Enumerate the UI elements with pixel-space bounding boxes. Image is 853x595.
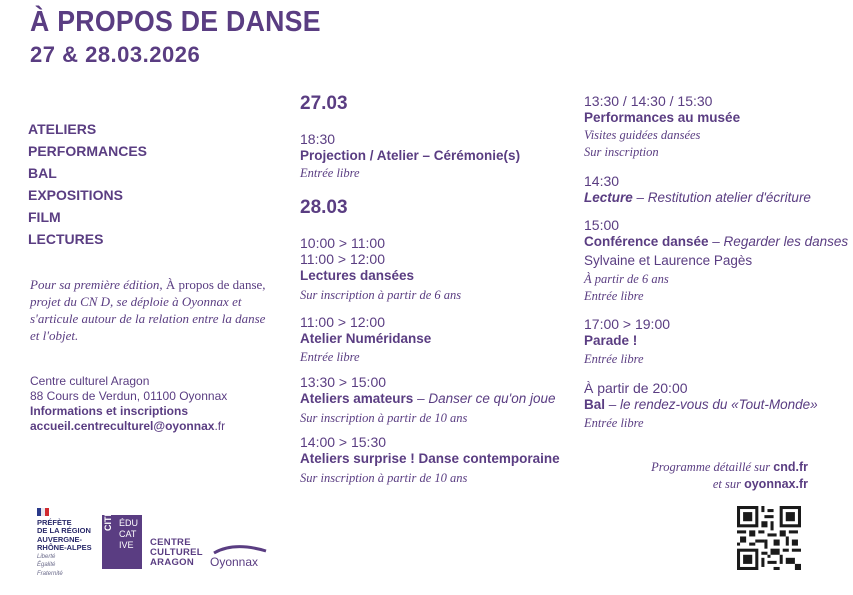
event-title: Performances au musée [584, 110, 741, 125]
link-cnd[interactable]: cnd.fr [773, 460, 808, 474]
event-time: 11:00 > 12:00 [300, 251, 385, 267]
event-bal [584, 380, 818, 432]
event-title: Projection / Atelier – Cérémonie(s) [300, 148, 521, 163]
event-title: Lecture – Restitution atelier d'écriture [584, 190, 811, 205]
event-note: Sur inscription à partir de 10 ans [300, 411, 468, 425]
category-item: PERFORMANCES [28, 143, 148, 159]
event-time: 11:00 > 12:00 [300, 314, 385, 330]
event-conference [584, 217, 848, 305]
event-note: Visites guidées dansées [584, 128, 701, 142]
event-time: 18:30 [300, 131, 336, 147]
day-heading-27: 27.03 [300, 93, 348, 114]
event-dates: 27 & 28.03.2026 [30, 42, 201, 67]
event-note: Entrée libre [584, 289, 644, 303]
desc-part-1: Pour sa première édition, [30, 277, 163, 292]
category-item: FILM [28, 209, 61, 225]
event-speakers: Sylvaine et Laurence Pagès [584, 253, 753, 268]
event-note: Entrée libre [300, 350, 360, 364]
event-note: Sur inscription [584, 145, 659, 159]
program-links: Programme détaillé sur cnd.fr et sur oyonnax.fr [651, 460, 808, 491]
event-title: Bal – le rendez-vous du «Tout-Monde» [584, 397, 818, 412]
event-title: Conférence dansée – Regarder les danses [584, 234, 849, 249]
day-heading-28: 28.03 [300, 197, 348, 218]
category-list [28, 121, 147, 253]
event-note: À partir de 6 ans [584, 272, 669, 286]
event-time: 13:30 / 14:30 / 15:30 [584, 93, 713, 109]
event-title: Ateliers amateurs – Danser ce qu'on joue [300, 391, 556, 406]
event-note: Entrée libre [584, 352, 644, 366]
event-title: Ateliers surprise ! Danse contemporaine [300, 451, 560, 466]
category-item: BAL [28, 165, 57, 181]
venue-street: 88 Cours de Verdun, 01100 Oyonnax [30, 389, 228, 403]
category-item: EXPOSITIONS [28, 187, 123, 203]
marianne-icon [37, 508, 49, 516]
event-note: Sur inscription à partir de 6 ans [300, 288, 462, 302]
event-performances-musee [584, 93, 740, 161]
event-description [30, 276, 266, 344]
venue-name: Centre culturel Aragon [30, 374, 150, 388]
event-lecture [584, 173, 811, 206]
event-note: Sur inscription à partir de 10 ans [300, 471, 468, 485]
contact-email[interactable]: accueil.centreculturel@oyonnax.fr [30, 419, 226, 433]
event-title: Parade ! [584, 333, 638, 348]
cite-educative-logo: CITÉ ÉDU CAT IVE [102, 515, 142, 569]
event-lectures [300, 235, 461, 304]
category-item: LECTURES [28, 231, 104, 247]
event-time: À partir de 20:00 [584, 380, 688, 396]
desc-part-2: À propos de danse, [162, 277, 266, 292]
oyonnax-logo: Oyonnax [210, 545, 268, 569]
page-title: À PROPOS DE DANSE [30, 6, 321, 38]
event-time: 14:30 [584, 173, 620, 189]
event-time: 14:00 > 15:30 [300, 434, 387, 450]
event-title: Lectures dansées [300, 268, 415, 283]
info-label: Informations et inscriptions [30, 404, 189, 418]
venue-address [30, 374, 227, 434]
event-note: Entrée libre [584, 416, 644, 430]
event-note: Entrée libre [300, 166, 360, 180]
centre-aragon-logo: CENTRE CULTUREL ARAGON [150, 537, 203, 568]
oyonnax-swoosh-icon [212, 545, 268, 555]
event-ateliers-amateurs [300, 374, 555, 427]
desc-part-3: projet du CN D, se déploie à Oyonnax et s'articule autour de la relation entre la danse et l'objet. [30, 294, 266, 343]
event-time: 13:30 > 15:00 [300, 374, 387, 390]
qr-code[interactable] [737, 506, 801, 570]
link-oyonnax[interactable]: oyonnax.fr [744, 477, 808, 491]
category-item: ATELIERS [28, 121, 97, 137]
event-time: 17:00 > 19:00 [584, 316, 671, 332]
event-projection [300, 131, 520, 182]
event-time: 10:00 > 11:00 [300, 235, 385, 251]
event-parade [584, 316, 670, 368]
prefecture-logo: PRÉFÈTE DE LA RÉGION AUVERGNE- RHÔNE-ALPES Liberté Égalité Fraternité [37, 508, 92, 578]
event-ateliers-surprise [300, 434, 560, 487]
event-title: Atelier Numéridanse [300, 331, 432, 346]
event-numeridanse [300, 314, 431, 366]
event-time: 15:00 [584, 217, 620, 233]
